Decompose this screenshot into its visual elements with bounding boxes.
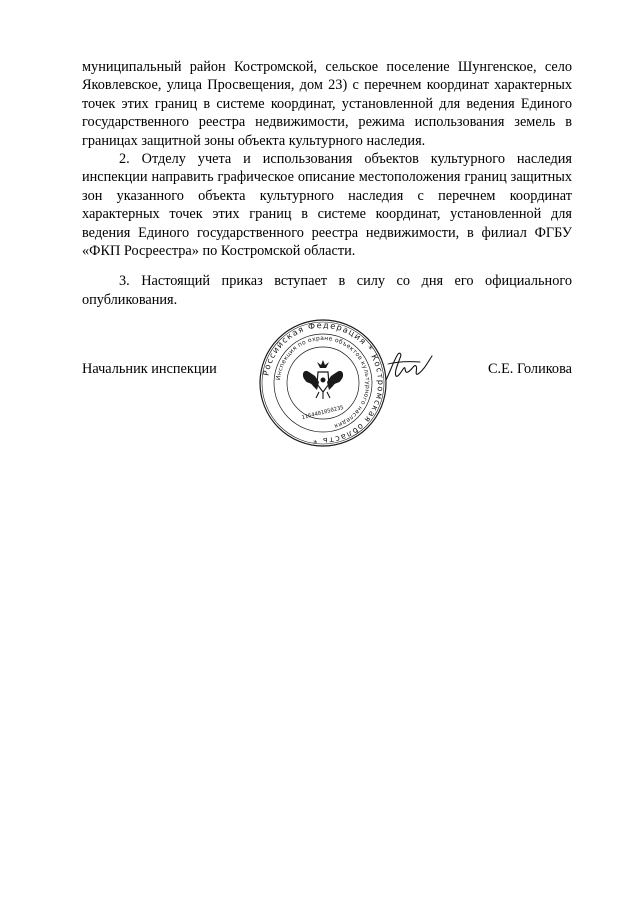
paragraph-1: муниципальный район Костромской, сельское поселение Шунгенское, село Яковлевское, улица Просвещения, дом 23) с перечнем координат характерных точек этих границ в системе координат, установленной для ведения Единого государственного реестра недвижимости, режима использования земель в границах защитной зоны объекта культурного наследия.: [82, 59, 572, 149]
svg-text:Российская Федерация * Костром: Российская Федерация * Костромская область *: [260, 319, 387, 447]
document-body: [82, 58, 572, 309]
signatory-title: Начальник инспекции: [82, 361, 217, 377]
signatory-name: С.Е. Голикова: [487, 361, 572, 377]
paragraph-2: 2. Отделу учета и использования объектов культурного наследия инспекции направить графическое описание местоположения границ защитных зон указанного объекта культурного наследия с перечнем координат характерных точек этих границ в системе координат, установленной для ведения Единого государственного реестра недвижимости, в филиал ФГБУ «ФКП Росреестра» по Костромской области.: [82, 151, 572, 260]
official-seal: [258, 318, 388, 448]
paragraph-3: 3. Настоящий приказ вступает в силу со дня его официального опубликования.: [82, 273, 572, 308]
svg-text:1164401050235: 1164401050235: [301, 404, 345, 422]
svg-text:Инспекция по охране объектов к: Инспекция по охране объектов культурного наследия: [275, 334, 372, 430]
signature-row: [82, 360, 572, 382]
